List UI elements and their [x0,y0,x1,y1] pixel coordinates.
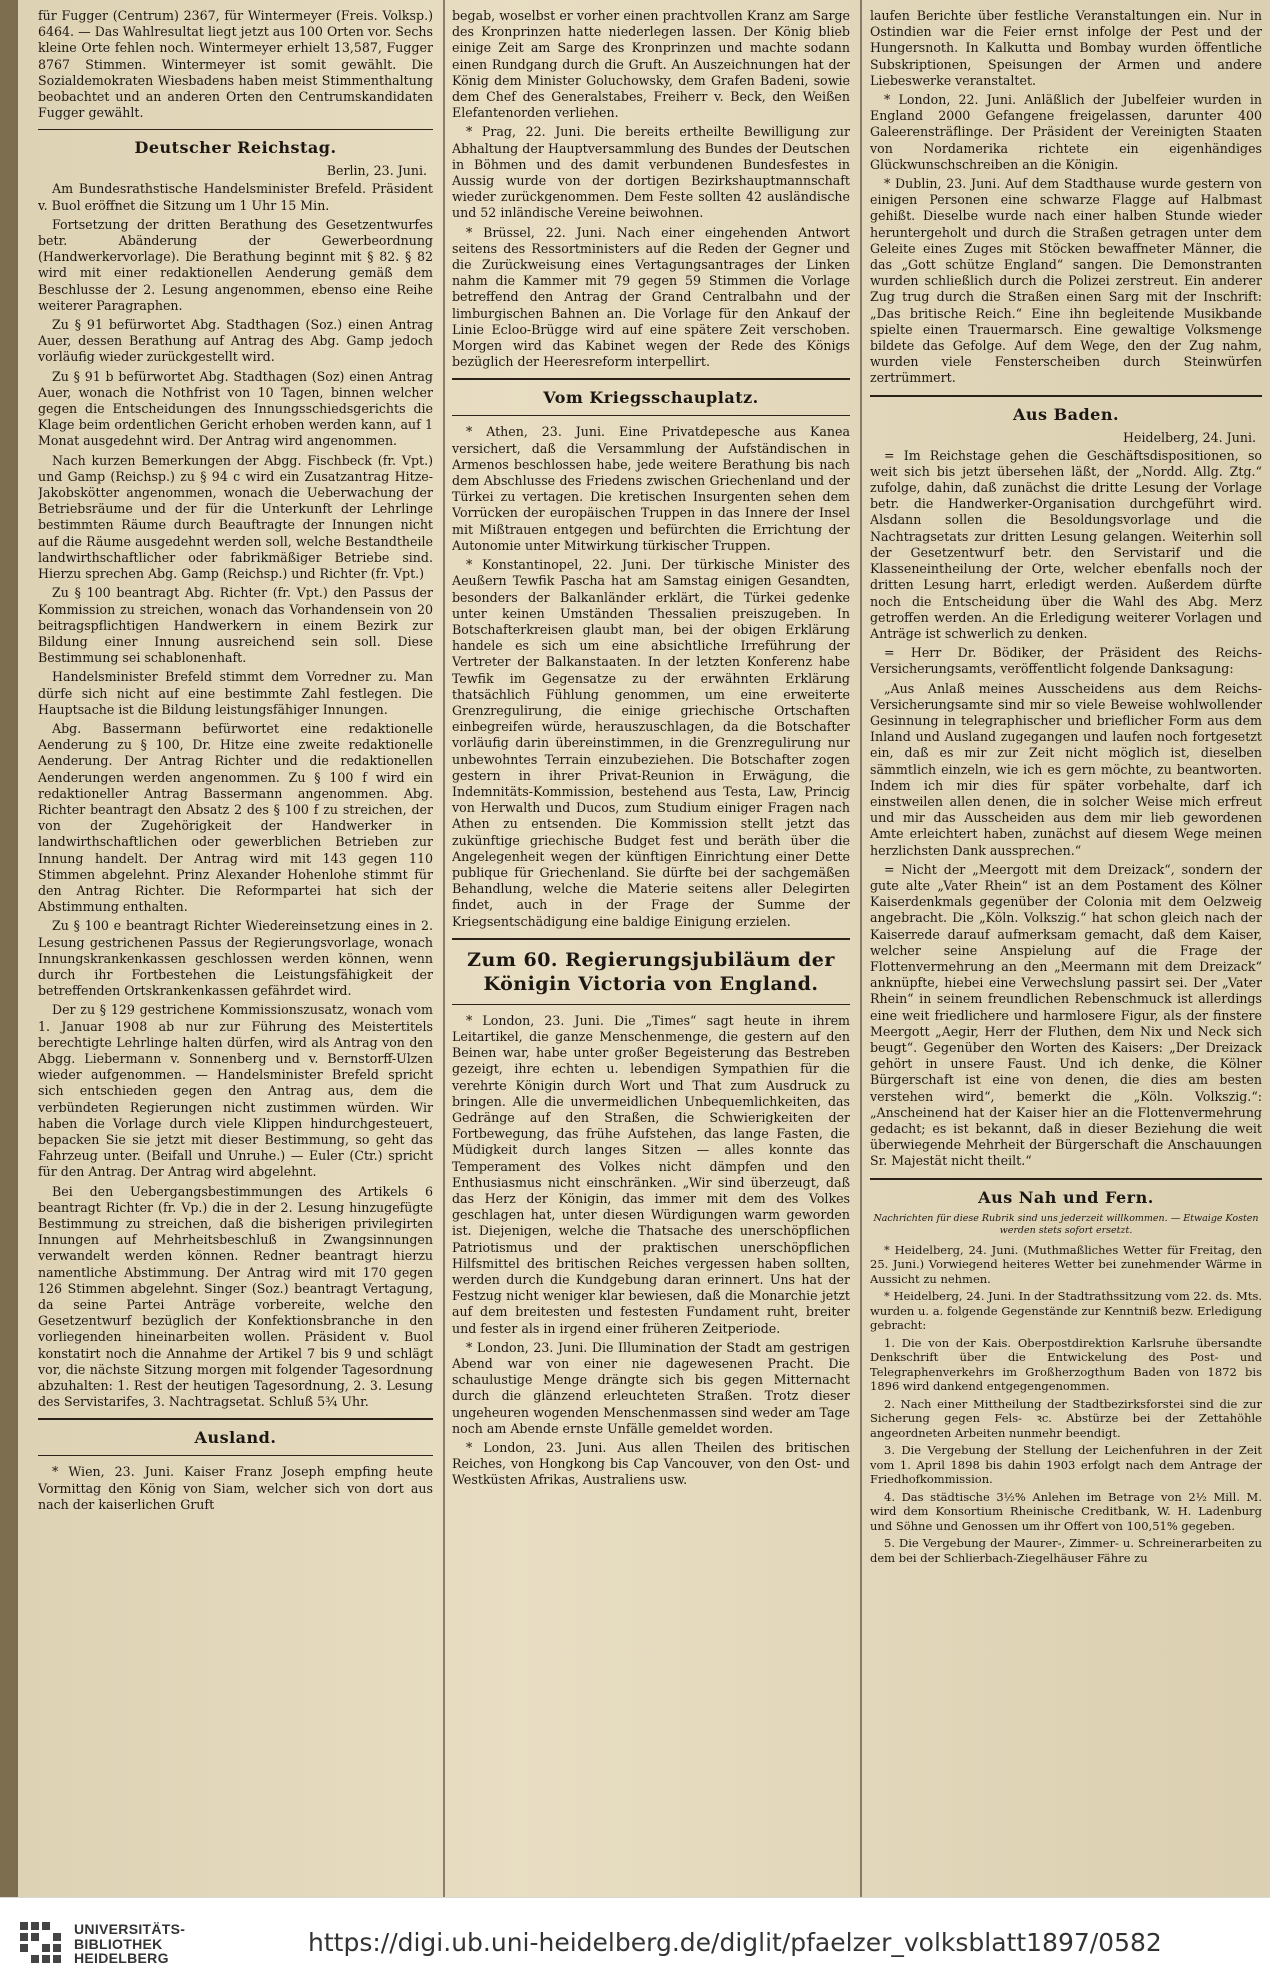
section-divider [38,129,433,130]
library-name-line: HEIDELBERG [74,1950,169,1966]
section-heading-kriegsschauplatz: Vom Kriegsschauplatz. [543,388,759,408]
article-paragraph: Zu § 91 b befürwortet Abg. Stadthagen (Soz) einen Antrag Auer, wonach die Nothfrist von 10 Tagen, binnen welcher gegen die Entscheidungen des Innungsschiedsgerichts die Klage beim ordentlichen Gericht erhoben werden kann, auf 1 Monat ausgedehnt wird. Der Antrag wird angenommen. [38,368,433,449]
article-paragraph: 5. Die Vergebung der Maurer-, Zimmer- u. Schreinerarbeiten zu dem bei der Schlierbach-Ziegelhäuser Fähre zu [870,1536,1262,1565]
article-paragraph: = Nicht der „Meergott mit dem Dreizack“, sondern der gute alte „Vater Rhein“ ist an dem Postament des Kölner Kaiserdenkmals gegenüber der Colonia mit dem Oelzweig angebracht. Die „Köln. Volkszig.“ hat schon gleich nach der Kaiserrede darauf aufmerksam gemacht, daß dem Kaiser, welcher seine Anspielung auf die Frage der Flottenvermehrung an den „Meermann mit dem Dreizack“ anknüpfte, hiebei eine Verwechslung passirt sei. Der „Vater Rhein“ in seinem freundlichen Rebenschmuck ist allerdings eine weit friedlichere und harmlosere Figur, als der finstere Meergott „Aegir, Herr der Fluthen, dem Nix und Neck sich beugt“. Gegenüber den Worten des Kaisers: „Der Dreizack gehört in unsere Faust. Und ich denke, die Kölner Bürgerschaft ist eine von denen, die dies am besten verstehen wird“, bemerkt die „Köln. Volkszig.“: „Anscheinend hat der Kaiser hier an die Flottenvermehrung gedacht; es ist bekannt, daß in dieser Beziehung die weit überwiegende Mehrheit der Bürgerschaft die Anschauungen Sr. Majestät nicht theilt.“ [870,861,1262,1169]
section-divider [38,1418,433,1420]
article-paragraph: Fortsetzung der dritten Berathung des Gesetzentwurfes betr. Abänderung der Gewerbeordnung (Handwerkervorlage). Die Berathung beginnt mit § 82. § 82 wird mit einer redaktionellen Aenderung gemäß dem Beschlusse der 2. Lesung angenommen, ebenso eine Reihe weiterer Paragraphen. [38,216,433,313]
section-note: Nachrichten für diese Rubrik sind uns jederzeit willkommen. — Etwaige Kosten werden stets sofort ersetzt. [873,1212,1259,1236]
article-paragraph: Handelsminister Brefeld stimmt dem Vorredner zu. Man dürfe sich nicht auf eine bestimmte Zahl festlegen. Die Hauptsache ist die Bildung leistungsfähiger Innungen. [38,669,433,717]
section-divider [452,415,850,416]
column-left [38,0,433,1897]
article-paragraph: Der zu § 129 gestrichene Kommissionszusatz, wonach vom 1. Januar 1908 ab nur zur Führung des Meistertitels berechtigte Lehrlinge halten dürfen, wird als Antrag von den Abgg. Liebermann v. Sonnenberg und v. Bernstorff-Ulzen wieder aufgenommen. — Handelsminister Brefeld spricht sich entschieden gegen den Antrag aus, dem die verbündeten Regierungen nicht zustimmen würden. Wir haben die Vorlage durch viele Klippen hindurchgesteuert, bepacken Sie sie jetzt mit dieser Bestimmung, so geht das Fahrzeug unter. (Beifall und Unruhe.) — Euler (Ctr.) spricht für den Antrag. Der Antrag wird abgelehnt. [38,1002,433,1180]
article-paragraph: * London, 23. Juni. Aus allen Theilen des britischen Reiches, von Hongkong bis Cap Vancouver, von den Ost- und Westküsten Afrikas, Australiens usw. [452,1440,850,1488]
article-paragraph: * Dublin, 23. Juni. Auf dem Stadthause wurde gestern von einigen Personen eine schwarze Flagge auf Halbmast gehißt. Dieselbe wurde nach einer halben Stunde wieder heruntergeholt und durch die Straßen getragen unter dem Geleite eines Zuges mit Stöcken bewaffneter Männer, die das „Gott schütze England“ sangen. Die Demonstranten wurden schließlich durch die Polizei zerstreut. Ein anderer Zug trug durch die Straßen einen Sarg mit der Inschrift: „Das britische Reich.“ Eine ihn begleitende Musikbande spielte einen Trauermarsch. Eine gewaltige Volksmenge bildete das Gefolge. Auf dem Wege, den der Zug nahm, wurden viele Fensterscheiben durch Steinwürfen zertrümmert. [870,176,1262,386]
article-paragraph: „Aus Anlaß meines Ausscheidens aus dem Reichs-Versicherungsamte sind mir so viele Beweise wohlwollender Gesinnung in telegraphischer und brieflicher Form aus dem Inland und Ausland zugegangen und laufen noch fortgesetzt ein, daß es mir zur Zeit nicht möglich ist, dieselben sämmtlich einzeln, wie ich es gern möchte, zu beantworten. Indem ich mir dies für später vorbehalte, darf ich einstweilen allen denen, die in solcher Weise mich erfreut und mir das Ausscheiden aus dem mir lieb gewordenen Amte erleichtert haben, zunächst auf diesem Wege meinen herzlichsten Dank aussprechen.“ [870,680,1262,858]
dateline: Berlin, 23. Juni. [326,163,427,179]
article-paragraph: * London, 23. Juni. Die „Times“ sagt heute in ihrem Leitartikel, die ganze Menschenmenge, die gestern auf den Beinen war, habe unter großer Begeisterung das Bestreben gezeigt, ihre echten u. lebendigen Sympathien für die verehrte Königin durch Wort und That zum Ausdruck zu bringen. Alle die unvermeidlichen Unbequemlichkeiten, das Gedränge auf den Straßen, die Schwierigkeiten der Fortbewegung, das frühe Aufstehen, das lange Fasten, die Müdigkeit durch langes Sitzen — alles konnte das Temperament des Volkes nicht dämpfen und den Enthusiasmus nicht einschränken. „Wir sind überzeugt, daß das Herz der Königin, das immer mit dem des Volkes geschlagen hat, unter diesen Würdigungen warm geworden ist. Diejenigen, welche die Thatsache des unerschöpflichen Patriotismus und der praktischen unerschöpflichen Hilfsmittel des britischen Reiches vergessen haben sollten, werden durch die Kundgebung daran erinnert. Uns hat der Festzug nicht weniger klar bewiesen, daß die Monarchie jetzt auf dem breitesten und festesten Fundament ruht, breiter und fester als in irgend einer früheren Zeitperiode. [452,1012,850,1336]
article-paragraph: 3. Die Vergebung der Stellung der Leichenfuhren in der Zeit vom 1. April 1898 bis dahin 1903 erfolgt nach dem Antrage der Friedhofkommission. [870,1443,1262,1487]
article-paragraph: Abg. Bassermann befürwortet eine redaktionelle Aenderung zu § 100, Dr. Hitze eine zweite redaktionelle Aenderung. Der Antrag Richter und die redaktionellen Aenderungen werden angenommen. Zu § 100 f wird ein redaktioneller Antrag Bassermann angenommen. Abg. Richter beantragt den Absatz 2 des § 100 f zu streichen, der von der Zugehörigkeit der Handwerker in landwirthschaftlichen oder gewerblichen Betrieben zur Innung handelt. Der Antrag wird mit 143 gegen 110 Stimmen abgelehnt. Prinz Alexander Hohenlohe stimmt für den Antrag Richter. Die Reformpartei hat sich der Abstimmung enthalten. [38,720,433,915]
section-divider [452,938,850,940]
section-divider [870,395,1262,397]
article-paragraph: Zu § 91 befürwortet Abg. Stadthagen (Soz.) einen Antrag Auer, dessen Berathung auf Antrag des Abg. Gamp jedoch vorläufig wieder zurückgestellt wird. [38,317,433,365]
section-divider [870,1178,1262,1180]
article-paragraph: Nach kurzen Bemerkungen der Abgg. Fischbeck (fr. Vpt.) und Gamp (Reichsp.) zu § 94 c wird ein Zusatzantrag Hitze-Jakobskötter angenommen, wonach die Ueberwachung der Betriebsräume und der für die Unterkunft der Lehrlinge bestimmten Räume durch Beauftragte der Innungen nicht auf die Räume ausgedehnt werden soll, welche Bestandtheile landwirthschaftlicher oder fabrikmäßiger Betriebe sind. Hierzu sprechen Abg. Gamp (Reichsp.) und Richter (fr. Vpt.) [38,452,433,582]
article-paragraph: 4. Das städtische 3½% Anlehen im Betrage von 2½ Mill. M. wird dem Konsortium Rheinische Creditbank, W. H. Ladenburg und Söhne und Genossen um ihr Offert von 100,51% gegeben. [870,1489,1262,1533]
article-paragraph: Bei den Uebergangsbestimmungen des Artikels 6 beantragt Richter (fr. Vp.) die in der 2. Lesung hinzugefügte Bestimmung zu streichen, daß die bisherigen privilegirten Innungen auf Mehrheitsbeschluß in Zwangsinnungen verwandelt werden können. Redner beantragt hierzu namentliche Abstimmung. Der Antrag wird mit 170 gegen 126 Stimmen abgelehnt. Singer (Soz.) beantragt Vertagung, da seine Partei Anträge vorbereite, welche den Gesetzentwurf bezüglich der Konfektionsbranche in den vorliegenden hineinarbeiten wollen. Präsident v. Buol konstatirt noch die Annahme der Artikel 7 bis 9 und schlägt vor, die nächste Sitzung morgen mit folgender Tagesordnung abzuhalten: 1. Rest der heutigen Tagesordnung, 2. 3. Lesung des Servistarifes, 3. Nachtragsetat. Schluß 5¾ Uhr. [38,1183,433,1410]
article-paragraph: begab, woselbst er vorher einen prachtvollen Kranz am Sarge des Kronprinzen hatte niederlegen lassen. Der König blieb einige Zeit am Sarge des Kronprinzen und machte sodann einen Rundgang durch die Gruft. An Auszeichnungen hat der König dem Minister Goluchowsky, dem Grafen Badeni, sowie dem Chef des Generalstabes, Freiherr v. Beck, den Weißen Elefantenorden verliehen. [452,8,850,121]
article-paragraph: * Heidelberg, 24. Juni. (Muthmaßliches Wetter für Freitag, den 25. Juni.) Vorwiegend heiteres Wetter bei zunehmender Wärme in Aussicht zu nehmen. [870,1242,1262,1286]
newspaper-page [18,0,1270,1897]
article-paragraph: * Wien, 23. Juni. Kaiser Franz Joseph empfing heute Vormittag den König von Siam, welcher sich von dort aus nach der kaiserlichen Gruft [38,1464,433,1512]
dateline: Heidelberg, 24. Juni. [1123,429,1256,445]
article-paragraph: * Konstantinopel, 22. Juni. Der türkische Minister des Aeußern Tewfik Pascha hat am Samstag einigen Gesandten, besonders der Balkanländer erklärt, die Türkei gedenke unter keinen Umständen Thessalien preiszugeben. In Botschafterkreisen glaubt man, bei der obigen Erklärung handele es sich um eine absichtliche Irreführung der Vertreter der Balkanstaaten. In der letzten Konferenz habe Tewfik im Gegensatze zu der erwähnten Erklärung thatsächlich Fühlung genommen, um eine erweiterte Grenzregulirung, die einige griechische Ortschaften einbegreifen würde, herauszuschlagen, da die Botschafter vorläufig darin übereinstimmen, in die Grenzregulirung nur unbewohntes Terrain einzubeziehen. Die Botschafter zogen gestern in ihrer Privat-Reunion in Erwägung, die Indemnitäts-Kommission, bestehend aus Testa, Law, Princig von Herwalth und Ducos, zum Studium einiger Fragen nach Athen zu entsenden. Die Kommission stellt jetzt das zukünftige griechische Budget fest und beräth über die Angelegenheit wegen der künftigen Einrichtung einer Dette publique für Griechenland. Sie dürfte bei der sachgemäßen Behandlung, welche die Materie seitens aller Delegirten findet, auch in der Frage der Summe der Kriegsentschädigung eine baldige Einigung erzielen. [452,557,850,929]
column-right [870,0,1262,1897]
university-library-logo-icon [18,1920,64,1966]
column-rule [860,0,862,1897]
article-paragraph: * Prag, 22. Juni. Die bereits ertheilte Bewilligung zur Abhaltung der Hauptversammlung des Bundes der Deutschen in Böhmen und des damit verbundenen Bundesfestes in Aussig wurde von der dortigen Bezirkshauptmannschaft wieder zurückgenommen. Dem Feste sollten 42 ausländische und 52 inländische Vereine beiwohnen. [452,124,850,221]
library-name [74,1922,185,1966]
section-divider [452,378,850,380]
article-paragraph: * Athen, 23. Juni. Eine Privatdepesche aus Kanea versichert, daß die Versammlung der Aufständischen in Armenos beschlossen habe, jede weitere Berathung bis nach dem Abschlusse des Friedens zwischen Griechenland und der Türkei zu vertagen. Die kretischen Insurgenten sehen dem Vorrücken der europäischen Truppen in das Innere der Insel mit Mißtrauen entgegen und befürchten die Errichtung der Autonomie unter Mitwirkung türkischer Truppen. [452,424,850,553]
article-paragraph: * London, 23. Juni. Die Illumination der Stadt am gestrigen Abend war von einer nie dagewesenen Pracht. Die schaulustige Menge drängte sich bis gegen Mitternacht durch die glänzend erleuchteten Straßen. Trotz dieser ungeheuren wogenden Menschenmassen sind weder am Tage noch am Abende ernste Unfälle gemeldet worden. [452,1339,850,1436]
article-paragraph: * Brüssel, 22. Juni. Nach einer eingehenden Antwort seitens des Ressortministers auf die Reden der Gegner und die Zurückweisung eines Vertagungsantrages der Linken nahm die Kammer mit 79 gegen 59 Stimmen die Vorlage betreffend den Antrag der Grand Centralbahn und der limburgischen Bahnen an. Die Vorlage für den Ankauf der Linie Ecloo-Brügge wird auf eine spätere Zeit verschoben. Morgen wird das Kabinet wegen der Rede des Königs bezüglich der Heeresreform interpellirt. [452,224,850,370]
news-list [870,1243,1262,1566]
permalink-url[interactable]: https://digi.ub.uni-heidelberg.de/diglit/pfaelzer_volksblatt1897/0582 [308,1928,1162,1957]
section-divider [452,1004,850,1005]
article-paragraph: laufen Berichte über festliche Veranstaltungen ein. Nur in Ostindien war die Feier ernst infolge der Pest und der Hungersnoth. In Kalkutta und Bombay wurden öffentliche Subskriptionen, Speisungen der Armen und andere Liebeswerke veranstaltet. [870,8,1262,88]
article-paragraph: 2. Nach einer Mittheilung der Stadtbezirksforstei sind die zur Sicherung gegen Fels- ꝛc. Abstürze bei der Zettahöhle angeordneten Arbeiten nunmehr beendigt. [870,1396,1262,1440]
article-paragraph: für Fugger (Centrum) 2367, für Wintermeyer (Freis. Volksp.) 6464. — Das Wahlresultat liegt jetzt aus 100 Orten vor. Sechs kleine Orte fehlen noch. Wintermeyer erhielt 13,587, Fugger 8767 Stimmen. Wintermeyer ist somit gewählt. Die Sozialdemokraten Wiesbadens haben meist Stimmenthaltung beobachtet und an anderen Orten den Centrumskandidaten Fugger gewählt. [38,8,433,121]
article-paragraph: Zu § 100 beantragt Abg. Richter (fr. Vpt.) den Passus der Kommission zu streichen, wonach das Vorhandensein von 20 beitragspflichtigen Handwerkern in einem Bezirk zur Bildung einer Innung ausreichend sein soll. Diese Bestimmung sei schablonenhaft. [38,585,433,666]
section-heading-baden: Aus Baden. [1012,404,1120,424]
library-footer [0,1897,1270,1988]
library-name-line: UNIVERSITÄTS- [74,1921,186,1937]
section-heading-nah-fern: Aus Nah und Fern. [978,1187,1154,1207]
section-divider [38,1455,433,1456]
section-heading-reichstag: Deutscher Reichstag. [134,138,337,158]
article-paragraph: * Heidelberg, 24. Juni. In der Stadtrathssitzung vom 22. ds. Mts. wurden u. a. folgende Gegenstände zur Kenntniß bezw. Erledigung gebracht: [870,1289,1262,1333]
article-paragraph: * London, 22. Juni. Anläßlich der Jubelfeier wurden in England 2000 Gefangene freigelassen, darunter 400 Galeerensträflinge. Der Präsident der Vereinigten Staaten von Nordamerika richtete ein eigenhändiges Glückwunschschreiben an die Königin. [870,92,1262,172]
article-paragraph: 1. Die von der Kais. Oberpostdirektion Karlsruhe übersandte Denkschrift über die Entwickelung des Post- und Telegraphenverkehrs im Großherzogthum Baden von 1872 bis 1896 wird dankend entgegengenommen. [870,1335,1262,1394]
article-paragraph: = Herr Dr. Bödiker, der Präsident des Reichs-Versicherungsamts, veröffentlicht folgende Danksagung: [870,645,1262,677]
section-heading-jubilaeum: Zum 60. Regierungsjubiläum der Königin Victoria von England. [467,948,835,995]
column-middle [452,0,850,1897]
library-name-line: BIBLIOTHEK [74,1935,163,1952]
article-paragraph: Am Bundesrathstische Handelsminister Brefeld. Präsident v. Buol eröffnet die Sitzung um 1 Uhr 15 Min. [38,181,433,213]
article-paragraph: = Im Reichstage gehen die Geschäftsdispositionen, so weit sich bis jetzt übersehen läßt, der „Nordd. Allg. Ztg.“ zufolge, dahin, daß zunächst die dritte Lesung der Vorlage betr. die Handwerker-Organisation durchgeführt wird. Alsdann sollen die Besoldungsvorlage und die Nachtragsetats zur dritten Lesung gelangen. Weiterhin soll der Gesetzentwurf betr. den Servistarif und die Klasseneintheilung der Orte, welcher ebenfalls noch der dritten Lesung harrt, erledigt werden. Außerdem dürfte noch die Entscheidung über die Wahl des Abg. Merz getroffen werden. An die Erledigung weiterer Vorlagen und Anträge ist schwerlich zu denken. [870,447,1262,641]
column-rule [443,0,445,1897]
lead-article [38,8,433,121]
section-heading-ausland: Ausland. [194,1428,277,1448]
article-paragraph: Zu § 100 e beantragt Richter Wiedereinsetzung eines in 2. Lesung gestrichenen Passus der Regierungsvorlage, wonach Innungskrankenkassen geschlossen werden können, wenn durch ihr Fortbestehen die Leistungsfähigkeit der betreffenden Ortskrankenkassen gefährdet wird. [38,918,433,999]
